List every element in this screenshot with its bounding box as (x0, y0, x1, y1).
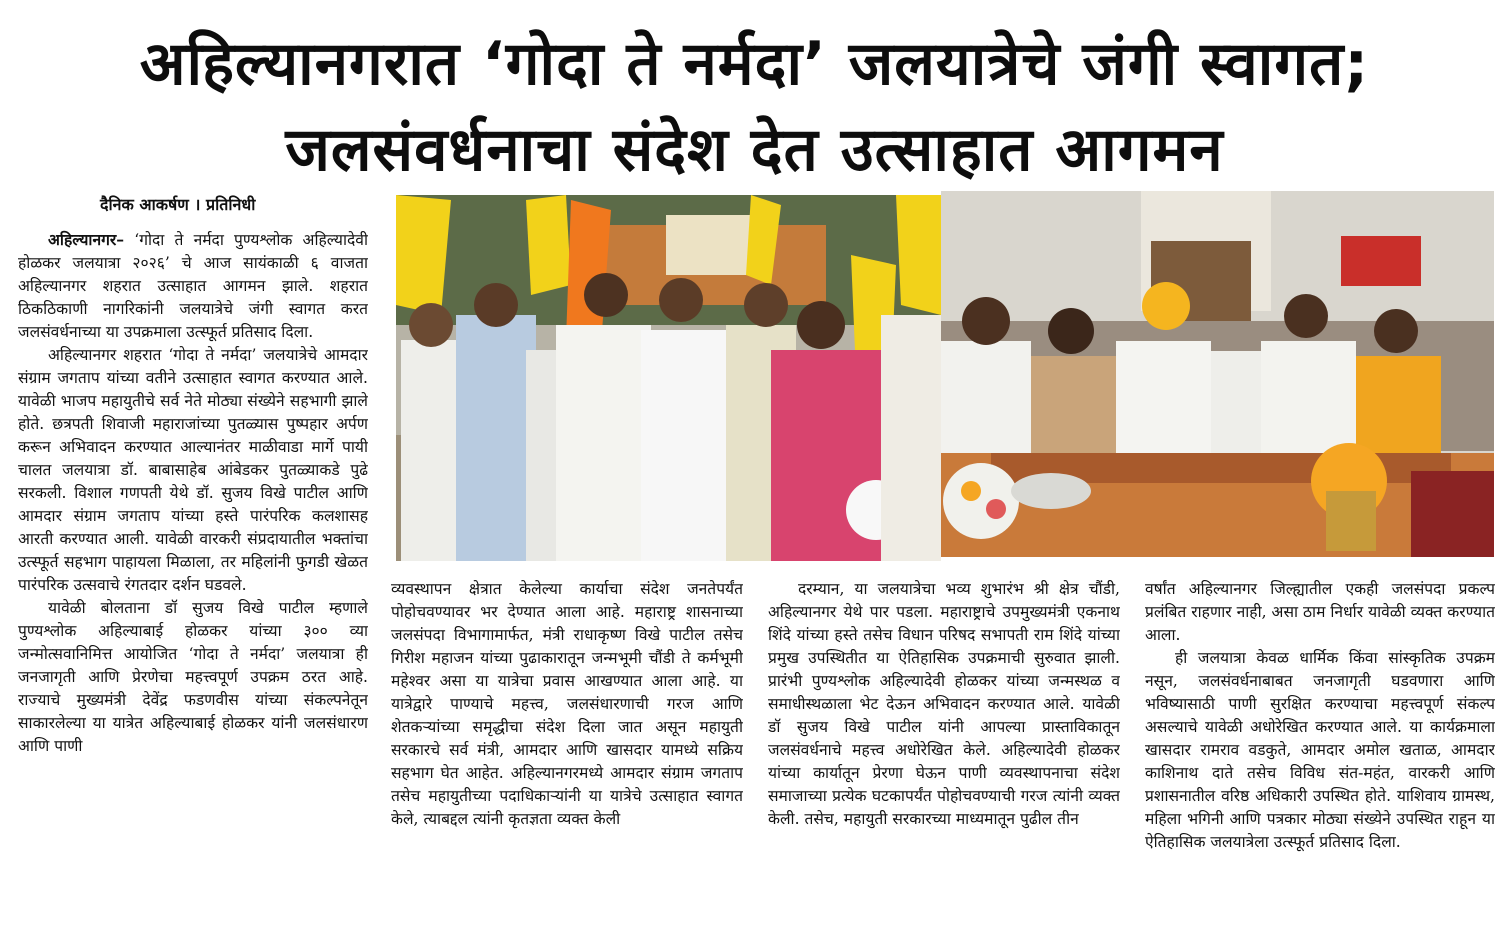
puja-photo-image (941, 191, 1494, 557)
paragraph-5: दरम्यान, या जलयात्रेचा भव्य शुभारंभ श्री क्षेत्र चौंडी, अहिल्यानगर येथे पार पडला. महाराष्ट्राचे उपमुख्यमंत्री एकनाथ शिंदे यांच्या हस्ते तसेच विधान परिषद सभापती राम शिंदे यांच्या प्रमुख उपस्थितीत या ऐतिहासिक उपक्रमाची सुरुवात झाली. प्रारंभी पुण्यश्लोक अहिल्यादेवी होळकर यांच्या जन्मस्थळ व समाधीस्थळाला भेट देऊन अभिवादन करण्यात आले. यावेळी डॉ सुजय विखे पाटील यांनी आपल्या प्रास्ताविकातून जलसंवर्धनाचे महत्त्व अधोरेखित केले. अहिल्यादेवी होळकर यांच्या कार्यातून प्रेरणा घेऊन पाणी व्यवस्थापनाचा संदेश समाजाच्या प्रत्येक घटकापर्यंत पोहोचवण्याची गरज त्यांनी व्यक्त केली. तसेच, महायुती सरकारच्या माध्यमातून पुढील तीन (768, 580, 1120, 828)
paragraph-4: व्यवस्थापन क्षेत्रात केलेल्या कार्याचा संदेश जनतेपर्यंत पोहोचवण्यावर भर देण्यात आला आहे. महाराष्ट्र शासनाच्या जलसंपदा विभागामार्फत, मंत्री राधाकृष्ण विखे पाटील तसेच गिरीश महाजन यांच्या पुढाकारातून जन्मभूमी चौंडी ते कर्मभूमी महेश्वर असा या यात्रेचा प्रवास आखण्यात आला आहे. या यात्रेद्वारे पाण्याचे महत्त्व, जलसंधारणाची गरज आणि शेतकऱ्यांच्या समृद्धीचा संदेश दिला जात असून महायुती सरकारचे सर्व मंत्री, आमदार आणि खासदार यामध्ये सक्रिय सहभाग घेत आहेत. अहिल्यानगरमध्ये आमदार संग्राम जगताप तसेच महायुतीच्या पदाधिकाऱ्यांनी या यात्रेचे उत्साहात स्वागत केले, त्याबद्दल त्यांनी कृतज्ञता व्यक्त केली (391, 580, 743, 828)
rally-photo (396, 195, 941, 561)
article-column-2 (391, 578, 743, 918)
paragraph-1 (18, 228, 368, 344)
paragraph-1-text: ‘गोदा ते नर्मदा पुण्यश्लोक अहिल्यादेवी होळकर जलयात्रा २०२६’ चे आज सायंकाळी ६ वाजता अहिल्यानगर शहरात उत्साहात आगमन झाले. शहरात ठिकठिकाणी नागरिकांनी जलयात्रेचे जंगी स्वागत करत जलसंवर्धनाच्या या उपक्रमाला उत्स्फूर्त प्रतिसाद दिला. (18, 231, 368, 341)
article-column-1 (18, 228, 368, 918)
paragraph-7: ही जलयात्रा केवळ धार्मिक किंवा सांस्कृतिक उपक्रम नसून, जलसंवर्धनाबाबत जनजागृती घडवणारा आणि भविष्यासाठी पाणी सुरक्षित करण्याचा महत्त्वपूर्ण संकल्प असल्याचे यावेळी अधोरेखित करण्यात आले. या कार्यक्रमाला खासदार रामराव वडकुते, आमदार अमोल खताळ, आमदार काशिनाथ दाते तसेच विविध संत-महंत, वारकरी आणि प्रशासनातील वरिष्ठ अधिकारी उपस्थित होते. याशिवाय ग्रामस्थ, महिला भगिनी आणि पत्रकार मोठ्या संख्येने उपस्थित राहून या ऐतिहासिक जलयात्रेला उत्स्फूर्त प्रतिसाद दिला. (1145, 649, 1495, 851)
headline-line-2: जलसंवर्धनाचा संदेश देत उत्साहात आगमन (285, 115, 1224, 185)
rally-photo-image (396, 195, 941, 561)
article-column-3 (768, 578, 1120, 918)
article-column-4 (1145, 578, 1495, 918)
paragraph-6: वर्षांत अहिल्यानगर जिल्ह्यातील एकही जलसंपदा प्रकल्प प्रलंबित राहणार नाही, असा ठाम निर्धार यावेळी व्यक्त करण्यात आला. (1145, 580, 1495, 644)
headline-line-1: अहिल्यानगरात ‘गोदा ते नर्मदा’ जलयात्रेचे जंगी स्वागत; (139, 29, 1370, 99)
byline: दैनिक आकर्षण । प्रतिनिधी (100, 195, 256, 214)
paragraph-2: अहिल्यानगर शहरात ‘गोदा ते नर्मदा’ जलयात्रेचे आमदार संग्राम जगताप यांच्या वतीने उत्साहात स्वागत करण्यात आले. यावेळी भाजप महायुतीचे सर्व नेते मोठ्या संख्येने सहभागी झाले होते. छत्रपती शिवाजी महाराजांच्या पुतळ्यास पुष्पहार अर्पण करून अभिवादन करण्यात आल्यानंतर माळीवाडा मार्गे पायी चालत जलयात्रा डॉ. बाबासाहेब आंबेडकर पुतळ्याकडे पुढे सरकली. विशाल गणपती येथे डॉ. सुजय विखे पाटील आणि आमदार संग्राम जगताप यांच्या हस्ते पारंपरिक कलशासह आरती करण्यात आली. यावेळी वारकरी संप्रदायातील भक्तांचा उत्स्फूर्त सहभाग पाहायला मिळाला, तर महिलांनी फुगडी खेळत पारंपरिक उत्सवाचे रंगतदार दर्शन घडवले. (18, 346, 368, 594)
paragraph-3: यावेळी बोलताना डॉ सुजय विखे पाटील म्हणाले पुण्यश्लोक अहिल्याबाई होळकर यांच्या ३०० व्या जन्मोत्सवानिमित्त आयोजित ‘गोदा ते नर्मदा’ जलयात्रा ही जनजागृती आणि प्रेरणेचा महत्त्वपूर्ण उपक्रम ठरत आहे. राज्याचे मुख्यमंत्री देवेंद्र फडणवीस यांच्या संकल्पनेतून साकारलेल्या या यात्रेत अहिल्याबाई होळकर यांनी जलसंधारण आणि पाणी (18, 599, 368, 755)
puja-photo (941, 191, 1494, 557)
dateline: अहिल्यानगर– (48, 230, 125, 249)
